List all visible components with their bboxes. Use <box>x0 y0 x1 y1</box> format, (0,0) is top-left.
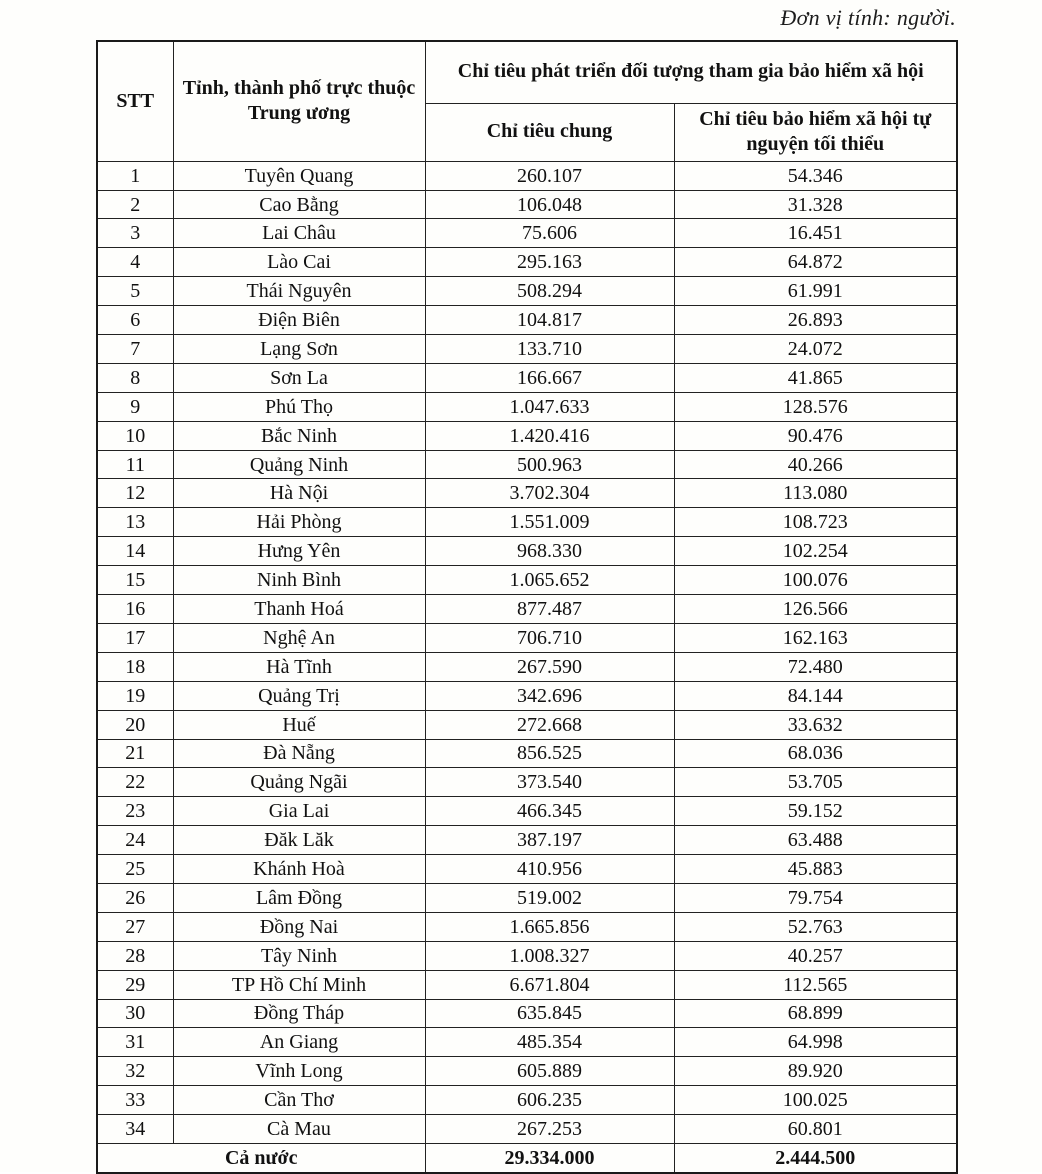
general-value-cell: 260.107 <box>425 161 674 190</box>
stt-cell: 7 <box>97 335 173 364</box>
table-row <box>97 219 957 248</box>
province-cell: Tuyên Quang <box>173 161 425 190</box>
unit-note: Đơn vị tính: người. <box>780 5 956 30</box>
stt-cell: 1 <box>97 161 173 190</box>
voluntary-value-cell: 113.080 <box>674 479 957 508</box>
table-row <box>97 277 957 306</box>
table-row <box>97 1057 957 1086</box>
province-cell: Lâm Đồng <box>173 883 425 912</box>
province-cell: Cà Mau <box>173 1115 425 1144</box>
general-value-cell: 508.294 <box>425 277 674 306</box>
voluntary-value-cell: 126.566 <box>674 595 957 624</box>
general-value-cell: 1.420.416 <box>425 421 674 450</box>
province-cell: Đồng Tháp <box>173 999 425 1028</box>
stt-cell: 16 <box>97 595 173 624</box>
voluntary-value-cell: 60.801 <box>674 1115 957 1144</box>
stt-cell: 30 <box>97 999 173 1028</box>
table-row <box>97 248 957 277</box>
stt-cell: 18 <box>97 652 173 681</box>
table-row <box>97 739 957 768</box>
stt-cell: 9 <box>97 392 173 421</box>
stt-cell: 2 <box>97 190 173 219</box>
table-row <box>97 855 957 884</box>
general-value-cell: 606.235 <box>425 1086 674 1115</box>
voluntary-value-cell: 90.476 <box>674 421 957 450</box>
general-value-cell: 519.002 <box>425 883 674 912</box>
province-cell: Hải Phòng <box>173 508 425 537</box>
general-value-cell: 877.487 <box>425 595 674 624</box>
stt-cell: 29 <box>97 970 173 999</box>
stt-cell: 22 <box>97 768 173 797</box>
general-value-cell: 166.667 <box>425 363 674 392</box>
voluntary-value-cell: 54.346 <box>674 161 957 190</box>
stt-cell: 32 <box>97 1057 173 1086</box>
stt-cell: 25 <box>97 855 173 884</box>
stt-cell: 12 <box>97 479 173 508</box>
stt-cell: 19 <box>97 681 173 710</box>
general-value-cell: 272.668 <box>425 710 674 739</box>
province-cell: Lạng Sơn <box>173 335 425 364</box>
table-row <box>97 1028 957 1057</box>
stt-cell: 26 <box>97 883 173 912</box>
province-cell: Vĩnh Long <box>173 1057 425 1086</box>
general-value-cell: 75.606 <box>425 219 674 248</box>
voluntary-value-cell: 40.257 <box>674 941 957 970</box>
header-province: Tỉnh, thành phố trực thuộc Trung ương <box>173 41 425 161</box>
general-value-cell: 410.956 <box>425 855 674 884</box>
table-row <box>97 306 957 335</box>
voluntary-value-cell: 84.144 <box>674 681 957 710</box>
province-cell: Hưng Yên <box>173 537 425 566</box>
stt-cell: 34 <box>97 1115 173 1144</box>
general-value-cell: 3.702.304 <box>425 479 674 508</box>
voluntary-value-cell: 102.254 <box>674 537 957 566</box>
voluntary-value-cell: 63.488 <box>674 826 957 855</box>
voluntary-value-cell: 128.576 <box>674 392 957 421</box>
voluntary-value-cell: 41.865 <box>674 363 957 392</box>
stt-cell: 23 <box>97 797 173 826</box>
province-cell: Thái Nguyên <box>173 277 425 306</box>
province-cell: An Giang <box>173 1028 425 1057</box>
stt-cell: 24 <box>97 826 173 855</box>
province-cell: Nghệ An <box>173 623 425 652</box>
table-row <box>97 479 957 508</box>
province-cell: Đà Nẵng <box>173 739 425 768</box>
province-cell: Đồng Nai <box>173 912 425 941</box>
table-row <box>97 970 957 999</box>
province-cell: Lào Cai <box>173 248 425 277</box>
province-cell: Phú Thọ <box>173 392 425 421</box>
stt-cell: 13 <box>97 508 173 537</box>
table-row <box>97 1086 957 1115</box>
province-cell: Gia Lai <box>173 797 425 826</box>
province-cell: Lai Châu <box>173 219 425 248</box>
general-value-cell: 342.696 <box>425 681 674 710</box>
table-row <box>97 335 957 364</box>
voluntary-value-cell: 68.036 <box>674 739 957 768</box>
voluntary-value-cell: 108.723 <box>674 508 957 537</box>
province-cell: TP Hồ Chí Minh <box>173 970 425 999</box>
voluntary-value-cell: 100.025 <box>674 1086 957 1115</box>
header-group: Chỉ tiêu phát triển đối tượng tham gia bảo hiểm xã hội <box>425 41 957 103</box>
province-cell: Thanh Hoá <box>173 595 425 624</box>
table-row <box>97 190 957 219</box>
stt-cell: 4 <box>97 248 173 277</box>
province-cell: Quảng Trị <box>173 681 425 710</box>
voluntary-value-cell: 72.480 <box>674 652 957 681</box>
voluntary-value-cell: 61.991 <box>674 277 957 306</box>
header-stt: STT <box>97 41 173 161</box>
province-cell: Ninh Bình <box>173 566 425 595</box>
total-general-value: 29.334.000 <box>425 1143 674 1173</box>
province-cell: Đăk Lăk <box>173 826 425 855</box>
general-value-cell: 635.845 <box>425 999 674 1028</box>
voluntary-value-cell: 89.920 <box>674 1057 957 1086</box>
table-row <box>97 363 957 392</box>
table-row <box>97 623 957 652</box>
voluntary-value-cell: 31.328 <box>674 190 957 219</box>
general-value-cell: 104.817 <box>425 306 674 335</box>
stt-cell: 33 <box>97 1086 173 1115</box>
header-voluntary-target: Chỉ tiêu bảo hiểm xã hội tự nguyện tối thiểu <box>674 103 957 161</box>
stt-cell: 31 <box>97 1028 173 1057</box>
total-label: Cả nước <box>97 1143 425 1173</box>
voluntary-value-cell: 79.754 <box>674 883 957 912</box>
header-general-target: Chỉ tiêu chung <box>425 103 674 161</box>
voluntary-value-cell: 45.883 <box>674 855 957 884</box>
table-row <box>97 652 957 681</box>
stt-cell: 15 <box>97 566 173 595</box>
voluntary-value-cell: 52.763 <box>674 912 957 941</box>
general-value-cell: 1.065.652 <box>425 566 674 595</box>
province-cell: Cao Bằng <box>173 190 425 219</box>
voluntary-value-cell: 59.152 <box>674 797 957 826</box>
general-value-cell: 706.710 <box>425 623 674 652</box>
stt-cell: 3 <box>97 219 173 248</box>
table-row <box>97 161 957 190</box>
table-row <box>97 797 957 826</box>
stt-cell: 17 <box>97 623 173 652</box>
stt-cell: 21 <box>97 739 173 768</box>
stt-cell: 20 <box>97 710 173 739</box>
table-row <box>97 450 957 479</box>
province-cell: Hà Tĩnh <box>173 652 425 681</box>
voluntary-value-cell: 40.266 <box>674 450 957 479</box>
province-cell: Cần Thơ <box>173 1086 425 1115</box>
general-value-cell: 1.551.009 <box>425 508 674 537</box>
general-value-cell: 500.963 <box>425 450 674 479</box>
stt-cell: 5 <box>97 277 173 306</box>
voluntary-value-cell: 68.899 <box>674 999 957 1028</box>
stt-cell: 27 <box>97 912 173 941</box>
stt-cell: 14 <box>97 537 173 566</box>
general-value-cell: 1.665.856 <box>425 912 674 941</box>
table-row <box>97 883 957 912</box>
table-header <box>97 41 957 161</box>
general-value-cell: 6.671.804 <box>425 970 674 999</box>
total-voluntary-value: 2.444.500 <box>674 1143 957 1173</box>
table-row <box>97 537 957 566</box>
voluntary-value-cell: 26.893 <box>674 306 957 335</box>
voluntary-value-cell: 33.632 <box>674 710 957 739</box>
stt-cell: 28 <box>97 941 173 970</box>
table-row <box>97 941 957 970</box>
stt-cell: 8 <box>97 363 173 392</box>
table-row <box>97 912 957 941</box>
province-cell: Huế <box>173 710 425 739</box>
voluntary-value-cell: 53.705 <box>674 768 957 797</box>
stt-cell: 10 <box>97 421 173 450</box>
table-row <box>97 392 957 421</box>
table-row <box>97 595 957 624</box>
voluntary-value-cell: 100.076 <box>674 566 957 595</box>
province-cell: Sơn La <box>173 363 425 392</box>
voluntary-value-cell: 64.998 <box>674 1028 957 1057</box>
voluntary-value-cell: 16.451 <box>674 219 957 248</box>
general-value-cell: 387.197 <box>425 826 674 855</box>
general-value-cell: 485.354 <box>425 1028 674 1057</box>
voluntary-value-cell: 24.072 <box>674 335 957 364</box>
table-row <box>97 826 957 855</box>
general-value-cell: 133.710 <box>425 335 674 364</box>
table-row <box>97 681 957 710</box>
general-value-cell: 605.889 <box>425 1057 674 1086</box>
general-value-cell: 1.047.633 <box>425 392 674 421</box>
table-footer <box>97 1143 957 1173</box>
table-row <box>97 710 957 739</box>
stt-cell: 6 <box>97 306 173 335</box>
voluntary-value-cell: 162.163 <box>674 623 957 652</box>
general-value-cell: 1.008.327 <box>425 941 674 970</box>
general-value-cell: 267.253 <box>425 1115 674 1144</box>
table-row <box>97 768 957 797</box>
table-row <box>97 1115 957 1144</box>
table-row <box>97 566 957 595</box>
general-value-cell: 968.330 <box>425 537 674 566</box>
province-cell: Bắc Ninh <box>173 421 425 450</box>
general-value-cell: 267.590 <box>425 652 674 681</box>
province-cell: Quảng Ninh <box>173 450 425 479</box>
general-value-cell: 295.163 <box>425 248 674 277</box>
general-value-cell: 373.540 <box>425 768 674 797</box>
total-row <box>97 1143 957 1173</box>
general-value-cell: 466.345 <box>425 797 674 826</box>
table-body <box>97 161 957 1143</box>
voluntary-value-cell: 112.565 <box>674 970 957 999</box>
stt-cell: 11 <box>97 450 173 479</box>
table-row <box>97 999 957 1028</box>
province-cell: Quảng Ngãi <box>173 768 425 797</box>
general-value-cell: 856.525 <box>425 739 674 768</box>
province-cell: Điện Biên <box>173 306 425 335</box>
table-row <box>97 421 957 450</box>
voluntary-value-cell: 64.872 <box>674 248 957 277</box>
province-cell: Tây Ninh <box>173 941 425 970</box>
province-cell: Khánh Hoà <box>173 855 425 884</box>
general-value-cell: 106.048 <box>425 190 674 219</box>
province-cell: Hà Nội <box>173 479 425 508</box>
table-row <box>97 508 957 537</box>
province-targets-table <box>96 40 958 1174</box>
